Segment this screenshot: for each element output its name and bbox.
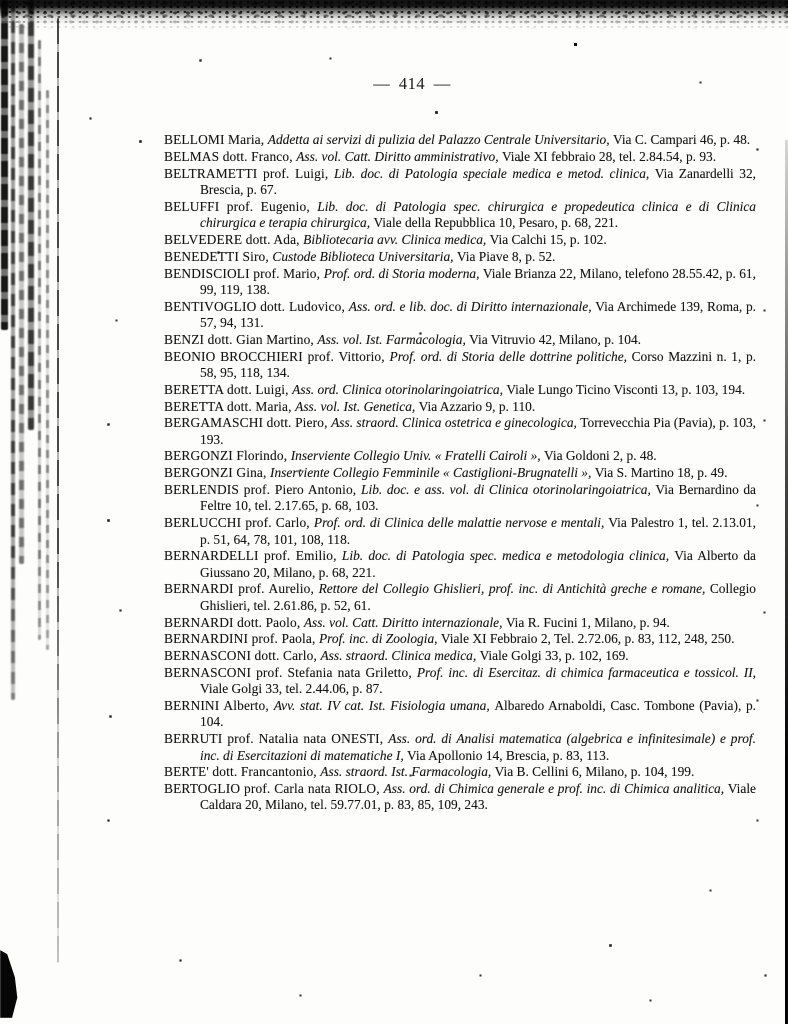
entry-address: Viale XI Febbraio 2, Tel. 2.72.06, p. 83, 112, 248, 250. <box>440 631 735 647</box>
binding-streak <box>19 24 24 564</box>
binding-streak <box>11 0 15 700</box>
entry-name: BENDISCIOLI prof. Mario, <box>164 265 324 281</box>
directory-entry <box>164 482 756 515</box>
entry-address: Viale XI febbraio 28, tel. 2.84.54, p. 93. <box>501 148 717 164</box>
entry-role: Addetta ai servizi di pulizia del Palazzo Centrale Universitario, <box>267 132 613 147</box>
entry-role: Lib. doc. di Patologia spec. chirurgica e propedeutica clinica e di Clinica chirurgica e terapia chirurgica, <box>200 198 756 231</box>
directory-entry <box>164 615 756 631</box>
directory-list <box>164 132 756 814</box>
entry-name: BENTIVOGLIO dott. Ludovico, <box>164 298 349 314</box>
entry-name: BELUFFI prof. Eugenio, <box>164 198 318 214</box>
binding-streak <box>46 90 49 650</box>
entry-address: Torrevecchia Pia (Pavia), p. 103, 193. <box>200 415 756 447</box>
entry-role: Ass. ord. Clinica otorinolaringoiatrica, <box>292 381 507 397</box>
directory-entry <box>164 349 756 382</box>
entry-name: BENZI dott. Gian Martino, <box>164 331 318 347</box>
entry-address: Corso Mazzini n. 1, p. 58, 95, 118, 134. <box>200 348 756 380</box>
directory-entry <box>164 448 756 464</box>
entry-address: Collegio Ghislieri, tel. 2.61.86, p. 52, 61. <box>200 581 756 613</box>
directory-entry <box>164 166 756 199</box>
entry-name: BELMAS dott. Franco, <box>164 148 297 164</box>
entry-name: BERTOGLIO prof. Carla nata RIOLO, <box>164 781 384 797</box>
entry-role: Ass. vol. Catt. Diritto internazionale, <box>303 614 506 630</box>
entry-address: Viale Lungo Ticino Visconti 13, p. 103, 194. <box>506 381 746 397</box>
entry-address: Via Apollonio 14, Brescia, p. 83, 113. <box>407 747 610 763</box>
directory-entry <box>164 631 756 647</box>
entry-role: Ass. vol. Catt. Diritto amministrativo, <box>296 148 502 164</box>
entry-address: Via Archimede 139, Roma, p. 57, 94, 131. <box>200 298 756 330</box>
entry-name: BERNASCONI prof. Stefania nata Griletto, <box>164 665 417 681</box>
entry-name: BERTE' dott. Francantonio, <box>164 764 321 780</box>
binding-streak <box>1 0 8 330</box>
entry-name: BERNARDI prof. Aurelio, <box>164 581 319 597</box>
entry-address: Viale della Repubblica 10, Pesaro, p. 68, 221. <box>373 215 619 231</box>
entry-role: Avv. stat. IV cat. Ist. Fisiologia umana, <box>273 698 495 714</box>
entry-role: Prof. ord. di Storia moderna, <box>323 265 483 281</box>
entry-name: BERLUCCHI prof. Carlo, <box>164 515 314 531</box>
binding-streak <box>28 0 34 430</box>
scan-artifact-left-binding <box>0 0 78 990</box>
directory-entry <box>164 515 756 548</box>
directory-entry <box>164 149 756 165</box>
entry-address: Via Vitruvio 42, Milano, p. 104. <box>469 331 642 347</box>
entry-name: BERGONZI Florindo, <box>164 448 291 464</box>
entry-address: Via C. Campari 46, p. 48. <box>612 132 751 147</box>
directory-entry <box>164 548 756 581</box>
entry-role: Custode Biblioteca Universitaria, <box>272 248 457 264</box>
directory-entry <box>164 299 756 332</box>
directory-entry <box>164 232 756 248</box>
directory-entry <box>164 399 756 415</box>
entry-address: Via Goldoni 2, p. 48. <box>544 448 657 464</box>
entry-name: BERLENDIS prof. Piero Antonio, <box>164 482 362 498</box>
entry-address: Via Alberto da Giussano 20, Milano, p. 68, 221. <box>200 548 756 580</box>
directory-entry <box>164 731 756 764</box>
entry-role: Lib. doc. e ass. vol. di Clinica otorinolaringoiatrica, <box>361 482 656 498</box>
entry-role: Inserviente Collegio Univ. « Fratelli Cairoli », <box>290 448 544 464</box>
entry-name: BERNARDI dott. Paolo, <box>164 614 304 630</box>
entry-address: Viale Golgi 33, tel. 2.44.06, p. 87. <box>200 681 383 697</box>
binding-streak <box>57 18 59 963</box>
entry-role: Ass. ord. di Chimica generale e prof. inc. di Chimica analitica, <box>383 781 728 797</box>
entry-address: Viale Caldara 20, Milano, tel. 59.77.01, p. 83, 85, 109, 243. <box>200 781 756 813</box>
entry-address: Via Azzario 9, p. 110. <box>418 398 536 414</box>
entry-role: Ass. straord. Clinica medica, <box>320 648 480 664</box>
entry-role: Lib. doc. di Patologia speciale medica e metod. clinica, <box>333 165 655 181</box>
entry-role: Prof. inc. di Zoologia, <box>318 631 441 647</box>
entry-name: BERNARDINI prof. Paola, <box>164 631 319 647</box>
binding-streak <box>38 40 41 640</box>
entry-role: Inserviente Collegio Femminile « Castiglioni-Brugnatelli », <box>270 465 595 481</box>
entry-address: Via Bernardino da Feltre 10, tel. 2.17.65, p. 68, 103. <box>200 482 756 514</box>
directory-entry <box>164 764 756 780</box>
entry-name: BEONIO BROCCHIERI prof. Vittorio, <box>164 348 390 364</box>
entry-name: BELVEDERE dott. Ada, <box>164 231 304 247</box>
directory-entry <box>164 249 756 265</box>
entry-name: BERNINI Alberto, <box>164 698 274 714</box>
entry-name: BENEDETTI Siro, <box>164 248 273 264</box>
entry-address: Via Piave 8, p. 52. <box>456 248 556 264</box>
directory-entry <box>164 648 756 664</box>
directory-entry <box>164 465 756 481</box>
entry-address: Via R. Fucini 1, Milano, p. 94. <box>505 614 670 630</box>
directory-entry <box>164 266 756 299</box>
scan-artifact-top-band <box>0 0 788 30</box>
entry-name: BERRUTI prof. Natalia nata ONESTI, <box>164 731 389 747</box>
entry-name: BERGAMASCHI dott. Piero, <box>164 415 332 431</box>
entry-name: BERNASCONI dott. Carlo, <box>164 648 321 664</box>
entry-address: Via Calchi 15, p. 102. <box>489 231 607 247</box>
entry-name: BERGONZI Gina, <box>164 465 271 481</box>
entry-address: Via B. Cellini 6, Milano, p. 104, 199. <box>494 764 695 780</box>
entry-role: Ass. ord. e lib. doc. di Diritto internazionale, <box>348 298 596 314</box>
entry-role: Bibliotecaria avv. Clinica medica, <box>303 231 490 247</box>
directory-entry <box>164 698 756 731</box>
entry-address: Viale Brianza 22, Milano, telefono 28.55.42, p. 61, 99, 119, 138. <box>200 265 756 297</box>
entry-address: Albaredo Arnaboldi, Casc. Tombone (Pavia), p. 104. <box>200 698 756 730</box>
directory-entry <box>164 781 756 814</box>
directory-entry <box>164 581 756 614</box>
entry-name: BERETTA dott. Maria, <box>164 398 296 414</box>
scan-speckles <box>0 0 1 1</box>
entry-role: Rettore del Collegio Ghislieri, prof. inc. di Antichità greche e romane, <box>318 581 710 597</box>
entry-role: Ass. ord. di Analisi matematica (algebrica e infinitesimale) e prof. inc. di Esercitazioni di matematiche I, <box>200 731 756 763</box>
entry-role: Prof. inc. di Esercitaz. di chimica farmaceutica e tossicol. II, <box>416 665 757 681</box>
entry-address: Via S. Martino 18, p. 49. <box>594 465 728 481</box>
entry-name: BELLOMI Maria, <box>164 132 268 147</box>
directory-entry <box>164 665 756 698</box>
entry-role: Lib. doc. di Patologia spec. medica e metodologia clinica, <box>341 548 675 564</box>
entry-role: Prof. ord. di Storia delle dottrine politiche, <box>389 348 632 364</box>
entry-role: Ass. straord. Ist. Farmacologia, <box>320 764 495 780</box>
entry-address: Via Zanardelli 32, Brescia, p. 67. <box>200 165 756 197</box>
entry-name: BELTRAMETTI prof. Luigi, <box>164 165 334 181</box>
entry-role: Ass. vol. Ist. Genetica, <box>295 398 419 414</box>
directory-entry <box>164 415 756 448</box>
entry-name: BERETTA dott. Luigi, <box>164 381 293 397</box>
entry-address: Via Palestro 1, tel. 2.13.01, p. 51, 64, 78, 101, 108, 118. <box>200 515 757 547</box>
directory-entry <box>164 332 756 348</box>
directory-entry <box>164 132 756 148</box>
directory-entry <box>164 199 756 232</box>
entry-name: BERNARDELLI prof. Emilio, <box>164 548 342 564</box>
entry-role: Prof. ord. di Clinica delle malattie nervose e mentali, <box>313 515 609 531</box>
entry-address: Viale Golgi 33, p. 102, 169. <box>479 648 629 664</box>
page-number: — 414 — <box>373 74 451 93</box>
entry-role: Ass. straord. Clinica ostetrica e ginecologica, <box>331 415 581 431</box>
entry-role: Ass. vol. Ist. Farmacologia, <box>317 331 470 347</box>
directory-entry <box>164 382 756 398</box>
